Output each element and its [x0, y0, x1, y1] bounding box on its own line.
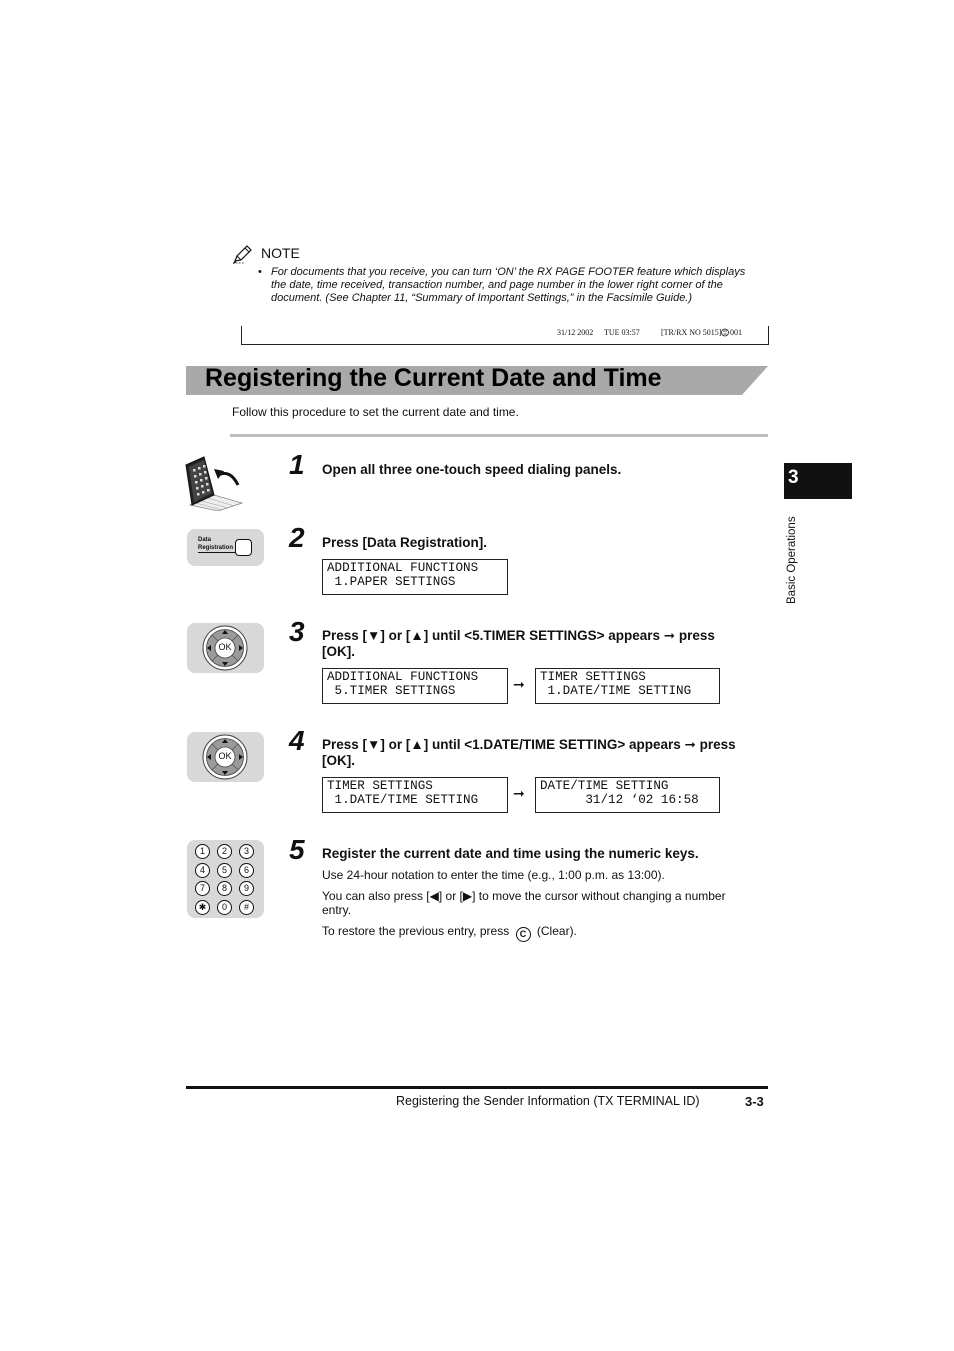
lcd-line-2: 5.TIMER SETTINGS: [327, 684, 456, 698]
keypad-key: 5: [217, 863, 232, 878]
lcd-display: [535, 777, 720, 813]
lcd-display: [322, 668, 508, 704]
step-4-heading: [322, 737, 736, 769]
note-bullet: •: [258, 266, 262, 278]
lcd-line-2: 1.DATE/TIME SETTING: [327, 793, 479, 807]
lcd-display: [322, 777, 508, 813]
lcd-line-1: DATE/TIME SETTING: [540, 779, 669, 793]
left-arrow-icon: ◀: [429, 889, 439, 903]
step-4-number: 4: [289, 725, 305, 756]
lcd-line-1: ADDITIONAL FUNCTIONS: [327, 561, 479, 575]
key-button-shape: [235, 539, 252, 556]
keypad-key: 9: [239, 881, 254, 896]
step-2-number: 2: [289, 522, 305, 553]
section-side-label: [786, 506, 800, 606]
note-body: For documents that you receive, you can turn ‘ON’ the RX PAGE FOOTER feature which displays the date, time received, transaction number, and page number in the lower right corner of the document. (See Chapter 11, “Summary of Important Settings,” in the Facsimile Guide.): [271, 266, 746, 304]
keypad-key: ✱: [195, 900, 210, 915]
ok-label: OK: [218, 642, 232, 652]
note-label: NOTE: [261, 245, 300, 261]
lcd-line-1: ADDITIONAL FUNCTIONS: [327, 670, 479, 684]
ok-dpad-icon: [187, 623, 264, 673]
lcd-display: [322, 559, 508, 595]
step-3-heading: [322, 628, 715, 660]
data-registration-key-icon: [187, 529, 264, 566]
para2-text-a: You can also press [: [322, 889, 430, 903]
key-label-data: Data: [198, 537, 212, 543]
section-side-label-text: Basic Operations: [786, 516, 798, 604]
page-number: 3-3: [745, 1094, 764, 1109]
lcd-display: [535, 668, 720, 704]
section-rule: [230, 434, 768, 437]
keypad-key: 0: [217, 900, 232, 915]
keypad-key: 4: [195, 863, 210, 878]
keypad-key: 6: [239, 863, 254, 878]
page-title: Registering the Current Date and Time: [205, 364, 662, 392]
para3-text-a: To restore the previous entry, press: [322, 924, 510, 938]
chapter-number: 3: [788, 467, 799, 488]
lcd-line-2: 31/12 ‘02 16:58: [540, 793, 699, 807]
rx-footer-page: 001: [730, 328, 742, 337]
rx-footer-time: TUE 03:57: [604, 328, 640, 337]
rx-footer-date: 31/12 2002: [557, 328, 594, 337]
clear-key-icon: C: [516, 927, 531, 942]
step-2-heading: Press [Data Registration].: [322, 535, 488, 550]
para2-text-c: ] to move the cursor without changing a number: [472, 889, 726, 903]
one-touch-panel-icon: [184, 455, 246, 511]
rx-footer-rx-no: [TR/RX NO 5015]: [661, 328, 722, 337]
step-1-heading: Open all three one-touch speed dialing panels.: [322, 462, 622, 477]
step-4-heading-line-1: Press [▼] or [▲] until <1.DATE/TIME SETTING> appears ➞ press: [322, 737, 736, 752]
para2-text-b: ] or [: [438, 889, 463, 903]
ok-label: OK: [218, 751, 232, 761]
keypad-key: 1: [195, 844, 210, 859]
right-arrow-icon: ▶: [462, 889, 473, 903]
numeric-keypad-icon: [187, 840, 264, 918]
note-pencil-icon: [232, 244, 254, 264]
footer-rule: [186, 1086, 768, 1089]
lcd-line-2: 1.DATE/TIME SETTING: [540, 684, 692, 698]
step-5-heading: Register the current date and time using the numeric keys.: [322, 846, 699, 861]
intro-text: Follow this procedure to set the current date and time.: [232, 405, 519, 419]
keypad-key: 8: [217, 881, 232, 896]
step-4-heading-line-2: [OK].: [322, 753, 355, 768]
rx-footer-sample: [241, 326, 769, 345]
step-3-number: 3: [289, 616, 305, 647]
lcd-line-1: TIMER SETTINGS: [540, 670, 646, 684]
step-5-number: 5: [289, 834, 305, 865]
keypad-key: 2: [217, 844, 232, 859]
key-label-registration: Registration: [198, 545, 234, 551]
step-3-heading-line-1: Press [▼] or [▲] until <5.TIMER SETTINGS> appears ➞ press: [322, 628, 715, 643]
footer-section-title: Registering the Sender Information (TX TERMINAL ID): [396, 1094, 700, 1108]
step-1-number: 1: [289, 449, 305, 480]
note-text: [258, 266, 763, 305]
lcd-line-2: 1.PAPER SETTINGS: [327, 575, 456, 589]
phone-mark-icon: [721, 328, 729, 337]
lcd-line-1: TIMER SETTINGS: [327, 779, 433, 793]
keypad-key: #: [239, 900, 254, 915]
keypad-key: 7: [195, 881, 210, 896]
next-arrow: ➞: [513, 785, 525, 801]
next-arrow: ➞: [513, 676, 525, 692]
step-5-paragraph-2: [322, 889, 726, 903]
step-5-paragraph-1: Use 24-hour notation to enter the time (e.g., 1:00 p.m. as 13:00).: [322, 868, 665, 882]
ok-dpad-icon: [187, 732, 264, 782]
keypad-key: 3: [239, 844, 254, 859]
step-5-paragraph-3: [322, 924, 577, 942]
step-5-paragraph-2-cont: entry.: [322, 903, 352, 917]
para3-text-b: (Clear).: [536, 924, 577, 938]
step-3-heading-line-2: [OK].: [322, 644, 355, 659]
